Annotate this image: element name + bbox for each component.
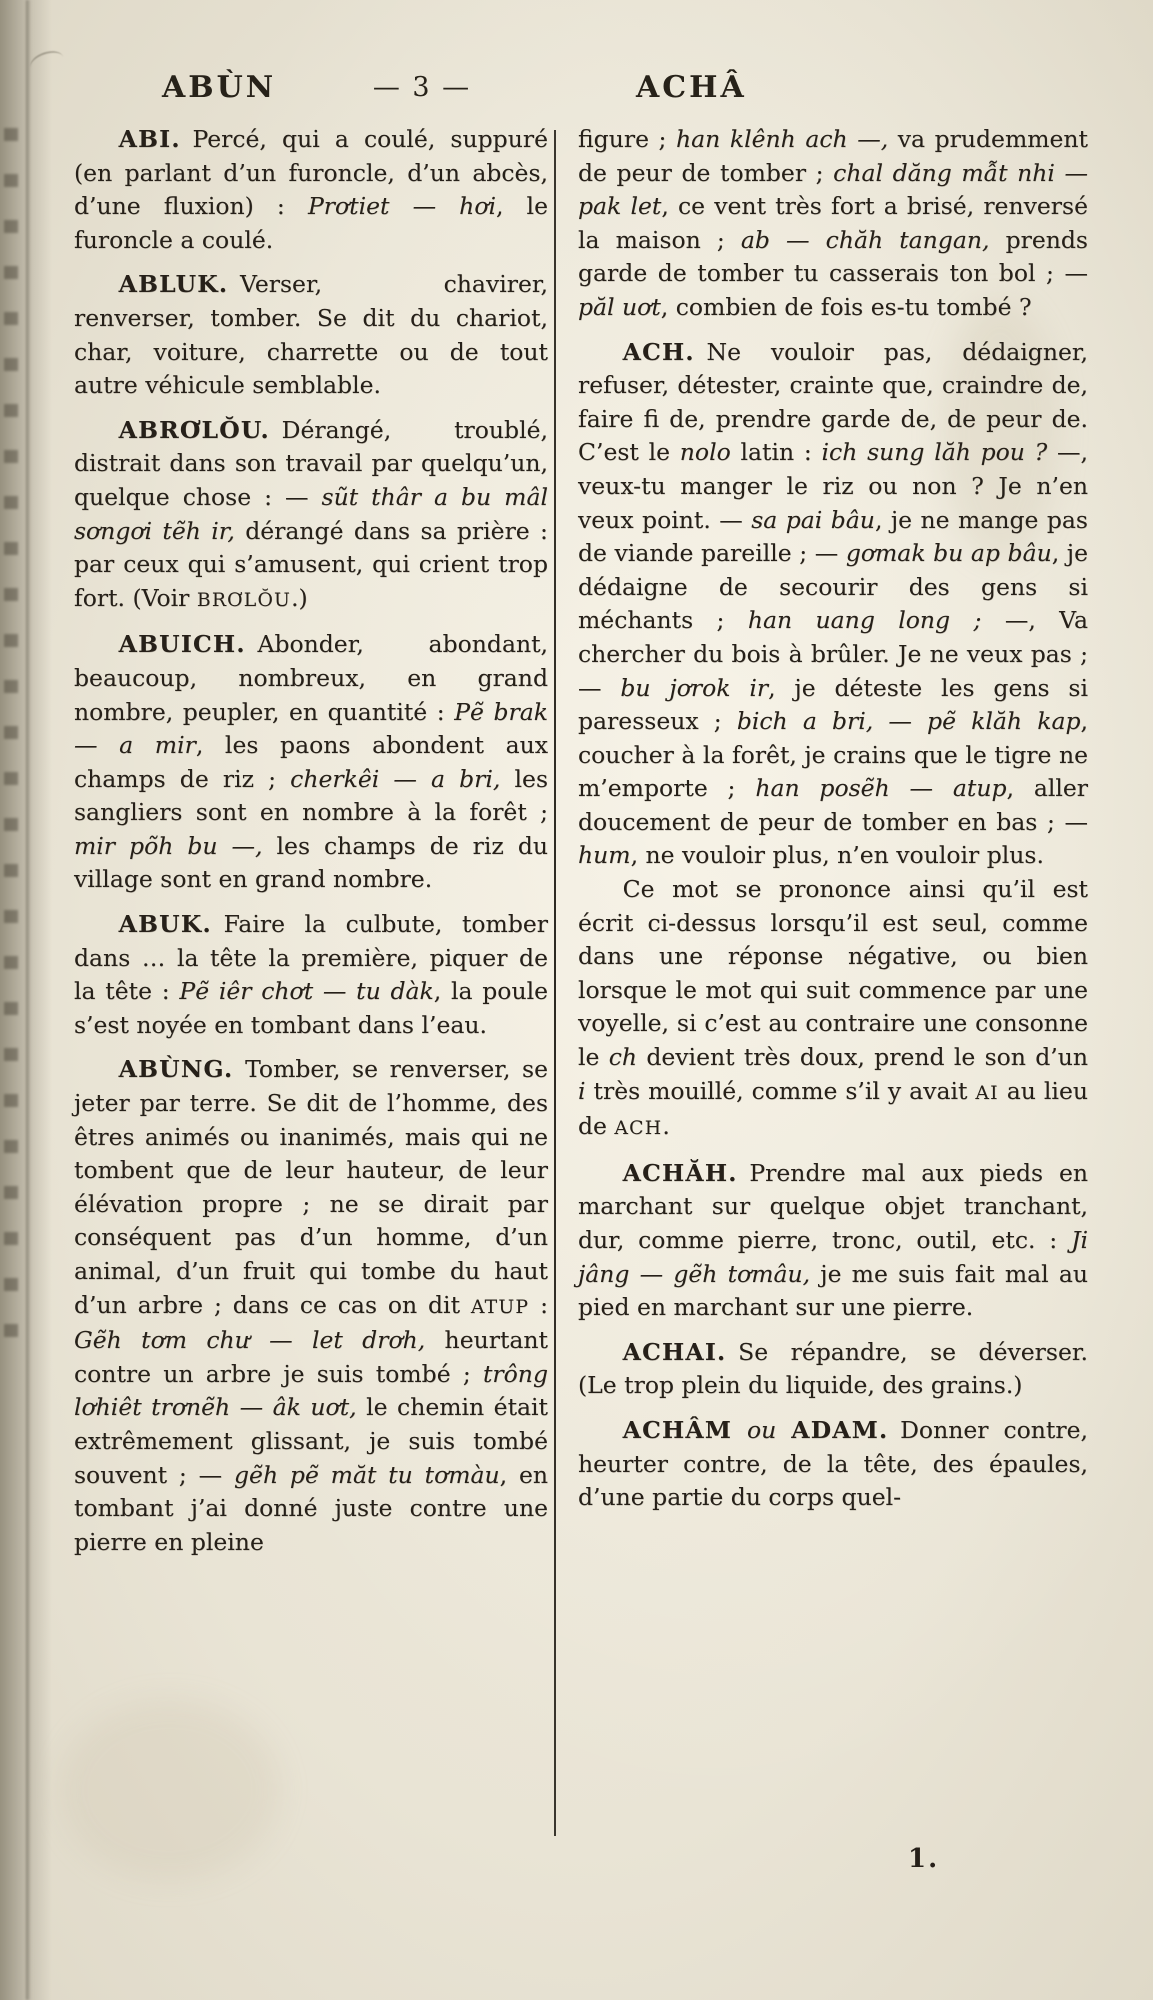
text-run-i: ch bbox=[608, 1043, 638, 1072]
text-run-n: Percé, qui a coulé, suppuré (en parlant d’un furoncle, d’un abcès, d’une fluxion) : bbox=[74, 125, 548, 221]
guide-word-right: ACHÂ bbox=[636, 70, 747, 105]
text-run-i: Prơtiet — hơi bbox=[307, 192, 496, 221]
entry-abuich bbox=[74, 628, 548, 897]
text-run-i: gơmak bu ap bâu bbox=[845, 539, 1052, 568]
page-number: — 3 — bbox=[372, 72, 472, 103]
text-run-n: devient très doux, prend le son d’un bbox=[637, 1043, 1088, 1072]
printer-signature-mark: 1. bbox=[908, 1844, 940, 1874]
text-run-i: mir põh bu —, bbox=[74, 831, 263, 860]
text-run-sc: BRƠLŎU bbox=[196, 589, 292, 611]
text-run-i: bu jơrok ir bbox=[620, 673, 769, 702]
text-run-n: —, Va chercher du bois à brûler. Je ne veux pas ; — bbox=[578, 606, 1089, 702]
text-run-n: Dérangé, troublé, distrait dans son travail par quelqu’un, quelque chose : — bbox=[74, 415, 548, 511]
text-run-n: les sangliers sont en nombre à la forêt ; bbox=[74, 764, 549, 827]
entry-abrolou bbox=[74, 414, 548, 618]
text-run-n: je me suis fait mal au pied en marchant sur une pierre. bbox=[578, 1259, 1088, 1322]
running-header bbox=[0, 70, 1153, 120]
text-run-n: —, veux-tu manger le riz ou non ? Je n’en veux point. — bbox=[578, 438, 1088, 534]
text-run-i: Pẽ brak — a mir bbox=[74, 697, 548, 760]
entry-achai bbox=[578, 1336, 1088, 1403]
text-run-n: les champs de riz du village sont en grand nombre. bbox=[74, 831, 548, 894]
text-run-hw: ABI. bbox=[118, 125, 181, 153]
show-through-text-fragments bbox=[4, 128, 18, 1368]
text-run-i: ab — chăh tangan, bbox=[740, 225, 990, 254]
page-curl-edge bbox=[26, 0, 31, 2000]
text-run-n: , la poule s’est noyée en tombant dans l’eau. bbox=[74, 977, 549, 1039]
text-run-i: cherkêi — a bri, bbox=[290, 764, 501, 793]
text-run-n: , je dédaigne de secourir des gens si méchants ; bbox=[578, 539, 1088, 635]
text-run-n: , je ne mange pas de viande pareille ; — bbox=[578, 505, 1088, 568]
entry-abung bbox=[74, 1053, 548, 1559]
entry-abluk bbox=[74, 268, 548, 402]
paper-stain bbox=[60, 1700, 280, 1880]
text-run-hw: ACHĂH. bbox=[622, 1158, 738, 1187]
text-run-sc: AI bbox=[975, 1082, 999, 1104]
text-run-i: sa pai bâu bbox=[751, 505, 875, 534]
text-run-n: heurtant contre un arbre je suis tombé ; bbox=[74, 1326, 548, 1388]
text-run-i: trông lơhiêt trơnẽh — âk uơt, bbox=[74, 1359, 548, 1422]
text-run-i: Pẽ iêr chơt — tu dàk bbox=[179, 977, 434, 1006]
entry-achah bbox=[578, 1157, 1088, 1325]
text-run-n: Prendre mal aux pieds en marchant sur quelque objet tranchant, dur, comme pierre, tronc, outil, etc. : bbox=[578, 1158, 1088, 1254]
text-run-n: , ne vouloir plus, n’en vouloir plus. bbox=[630, 841, 1044, 870]
text-run-i: gẽh pẽ măt tu tơmàu bbox=[234, 1460, 500, 1489]
text-run-n: , je déteste les gens si paresseux ; bbox=[578, 673, 1088, 736]
entry-ach bbox=[578, 336, 1088, 874]
text-run-sc: ACH bbox=[614, 1118, 663, 1140]
entry-abung-continuation bbox=[578, 123, 1088, 325]
text-run-n: Ce mot se prononce ainsi qu’il est écrit ci-dessus lorsqu’il est seul, comme dans une réponse négative, ou bien lorsque le mot qui suit commence par une voyelle, si c’est au contraire une consonne le bbox=[578, 875, 1088, 1072]
text-run-n: Se répandre, se déverser. (Le trop plein du liquide, des grains.) bbox=[578, 1337, 1088, 1400]
text-run-i: i bbox=[578, 1076, 586, 1105]
text-run-n: le chemin était extrêmement glissant, je suis tombé souvent ; — bbox=[74, 1393, 549, 1489]
text-run-i: ich sung lăh pou ? bbox=[821, 438, 1048, 467]
text-run-i: han klênh ach —, bbox=[676, 125, 889, 153]
text-run-n: Donner contre, heurter contre, de la tête, des épaules, d’une partie du corps quel- bbox=[578, 1415, 1088, 1512]
text-run-hw: ABRƠLŎU. bbox=[118, 415, 270, 444]
entry-acham bbox=[578, 1414, 1088, 1515]
text-run-n: très mouillé, comme s’il y avait bbox=[585, 1076, 976, 1105]
text-run-n: figure ; bbox=[578, 125, 677, 153]
text-run-n: , combien de fois es-tu tombé ? bbox=[660, 292, 1032, 321]
text-run-n: , aller doucement de peur de tomber en bas ; — bbox=[578, 774, 1089, 836]
text-run-i: sũt thâr a bu mâl sơngơi tẽh ir, bbox=[74, 482, 548, 545]
text-run-n: .) bbox=[291, 583, 308, 612]
text-run-i: bich a bri, — pẽ klăh kap bbox=[736, 707, 1081, 736]
text-run-n: dérangé dans sa prière : par ceux qui s’amusent, qui crient trop fort. (Voir bbox=[74, 516, 548, 612]
text-run-n: , le furoncle a coulé. bbox=[74, 192, 548, 254]
text-run-hw: ADAM. bbox=[791, 1415, 889, 1444]
text-run-i: Gẽh tơm chư — let drơh, bbox=[74, 1326, 426, 1355]
entry-abuk bbox=[74, 908, 548, 1042]
text-run-i: ou bbox=[732, 1415, 792, 1444]
entry-ach-note bbox=[578, 873, 1088, 1146]
right-column bbox=[578, 123, 1088, 1515]
text-run-sc: ATUP bbox=[470, 1296, 530, 1318]
text-run-hw: ACHAI. bbox=[622, 1337, 727, 1366]
text-run-n: prends garde de tomber tu casserais ton bol ; — bbox=[578, 225, 1088, 288]
guide-word-left: ABÙN bbox=[162, 70, 277, 105]
text-run-n: , coucher à la forêt, je crains que le tigre ne m’emporte ; bbox=[578, 707, 1088, 803]
text-run-hw: ABUICH. bbox=[118, 630, 246, 659]
text-run-n: . bbox=[662, 1112, 670, 1141]
text-run-n: latin : bbox=[730, 438, 822, 467]
text-run-hw: ABÙNG. bbox=[118, 1055, 234, 1084]
text-run-i: Ji jâng — gẽh tơmâu, bbox=[578, 1226, 1088, 1288]
entry-abi bbox=[74, 123, 548, 257]
text-run-n: au lieu de bbox=[578, 1076, 1088, 1141]
text-run-n: Tomber, se renverser, se jeter par terre. Se dit de l’homme, des êtres animés ou inanimés, mais qui ne tombent que de leur hauteur, de leur élévation propre ; ne se dirait par conséquent pas d’un homme, d’un animal, d’un fruit qui tombe du haut d’un arbre ; dans ce cas on dit bbox=[74, 1055, 548, 1319]
text-run-hw: ACH. bbox=[622, 337, 695, 366]
text-run-hw: ACHÂM bbox=[622, 1415, 733, 1444]
text-run-i: hum bbox=[578, 841, 631, 870]
text-run-hw: ABUK. bbox=[118, 910, 212, 939]
text-run-n: : bbox=[529, 1290, 549, 1319]
column-divider-rule bbox=[554, 130, 556, 1836]
text-run-i: chal dăng mẫt nhi — pak let bbox=[578, 158, 1088, 221]
text-run-i: han posẽh — atup bbox=[755, 774, 1007, 803]
text-run-hw: ABLUK. bbox=[118, 270, 229, 299]
text-run-n: Verser, chavirer, renverser, tomber. Se dit du chariot, char, voiture, charrette ou de tout autre véhicule semblable. bbox=[74, 270, 548, 400]
text-run-n: , les paons abondent aux champs de riz ; bbox=[74, 731, 548, 793]
text-run-i: han uang long ; bbox=[747, 606, 982, 635]
text-run-n: va prudemment de peur de tomber ; bbox=[578, 125, 1088, 187]
left-column bbox=[74, 123, 548, 1559]
text-run-n: Faire la culbute, tomber dans … la tête la première, piquer de la tête : bbox=[74, 910, 548, 1006]
text-run-n: Ne vouloir pas, dédaigner, refuser, détester, crainte que, craindre de, faire fi de, prendre garde de, de peur de. C’est le bbox=[578, 337, 1088, 467]
text-run-n: Abonder, abondant, beaucoup, nombreux, en grand nombre, peupler, en quantité : bbox=[74, 630, 548, 726]
text-run-i: păl uơt bbox=[578, 292, 661, 321]
text-run-n: , en tombant j’ai donné juste contre une pierre en pleine bbox=[74, 1460, 549, 1556]
text-run-i: nolo bbox=[679, 438, 731, 467]
text-run-n: , ce vent très fort a brisé, renversé la maison ; bbox=[578, 192, 1088, 254]
